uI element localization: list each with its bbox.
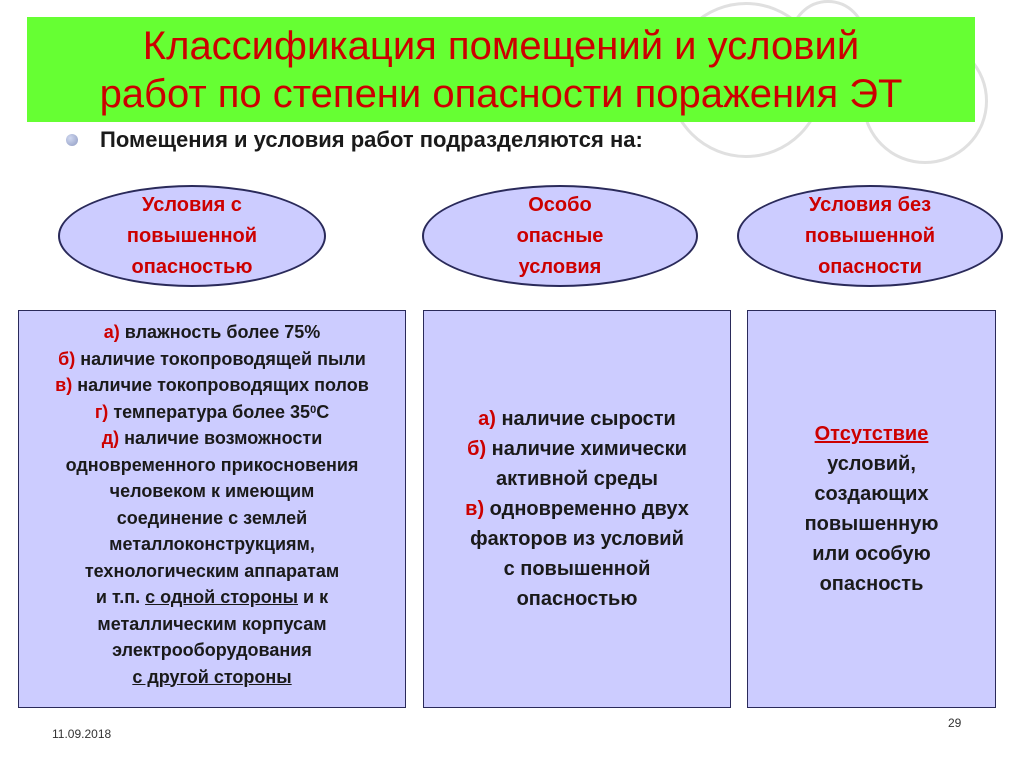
- condition-item: б) наличие химически: [467, 438, 687, 460]
- condition-line: с повышенной: [503, 558, 651, 580]
- condition-item: г) температура более $35^0С$: [94, 401, 330, 422]
- condition-line: соединение с землей: [116, 507, 308, 528]
- condition-line: металлическим корпусам: [97, 613, 327, 634]
- condition-line: электрооборудования: [112, 640, 312, 660]
- condition-line: или особую: [812, 543, 931, 565]
- conditions-box-no-increased-danger: [747, 310, 996, 708]
- condition-line: металлоконструкциям,: [109, 534, 315, 554]
- category-oval-increased-danger: [58, 185, 326, 287]
- category-oval-especially-dangerous: [422, 185, 698, 287]
- category-label: Условия без повышенной опасности: [804, 193, 936, 278]
- slide-title: [100, 22, 903, 118]
- title-line-2: работ по степени опасности поражения ЭТ: [99, 71, 903, 116]
- conditions-list: [805, 419, 939, 599]
- condition-item: б) наличие токопроводящей пыли: [58, 348, 366, 369]
- category-label: Условия с повышенной опасностью: [126, 193, 258, 278]
- intro-bullet: [66, 127, 643, 153]
- condition-item: а) наличие сырости: [478, 408, 676, 430]
- title-banner: [27, 17, 975, 122]
- condition-line: активной среды: [496, 468, 658, 490]
- condition-line: технологическим аппаратам: [84, 560, 340, 581]
- conditions-box-especially-dangerous: [423, 310, 731, 708]
- condition-line: опасностью: [516, 588, 638, 610]
- condition-item: в) наличие токопроводящих полов: [55, 375, 369, 395]
- condition-line: и т.п. с одной стороны и к: [95, 587, 329, 607]
- conditions-box-increased-danger: [18, 310, 406, 708]
- condition-line: условий,: [827, 453, 916, 475]
- condition-item: д) наличие возможности: [101, 428, 323, 448]
- condition-item: в) одновременно двух: [465, 498, 689, 520]
- intro-text: Помещения и условия работ подразделяются на:: [100, 127, 643, 152]
- condition-line: опасность: [819, 573, 924, 595]
- condition-line: с другой стороны: [132, 666, 292, 687]
- condition-line: повышенную: [804, 513, 939, 535]
- absence-heading: Отсутствие: [814, 423, 929, 445]
- category-oval-no-increased-danger: [737, 185, 1003, 287]
- condition-line: создающих: [814, 483, 929, 505]
- title-line-1: Классификация помещений и условий: [142, 23, 860, 68]
- condition-line: человеком к имеющим: [109, 481, 315, 501]
- category-label: Особо опасные условия: [516, 193, 604, 278]
- footer-date: 11.09.2018: [52, 727, 112, 741]
- slide-number: 29: [948, 716, 962, 730]
- condition-item: а) влажность более 75%: [103, 322, 321, 342]
- condition-line: одновременного прикосновения: [65, 454, 359, 475]
- condition-line: факторов из условий: [470, 528, 684, 550]
- conditions-list: [465, 404, 689, 614]
- bullet-icon: [66, 134, 78, 146]
